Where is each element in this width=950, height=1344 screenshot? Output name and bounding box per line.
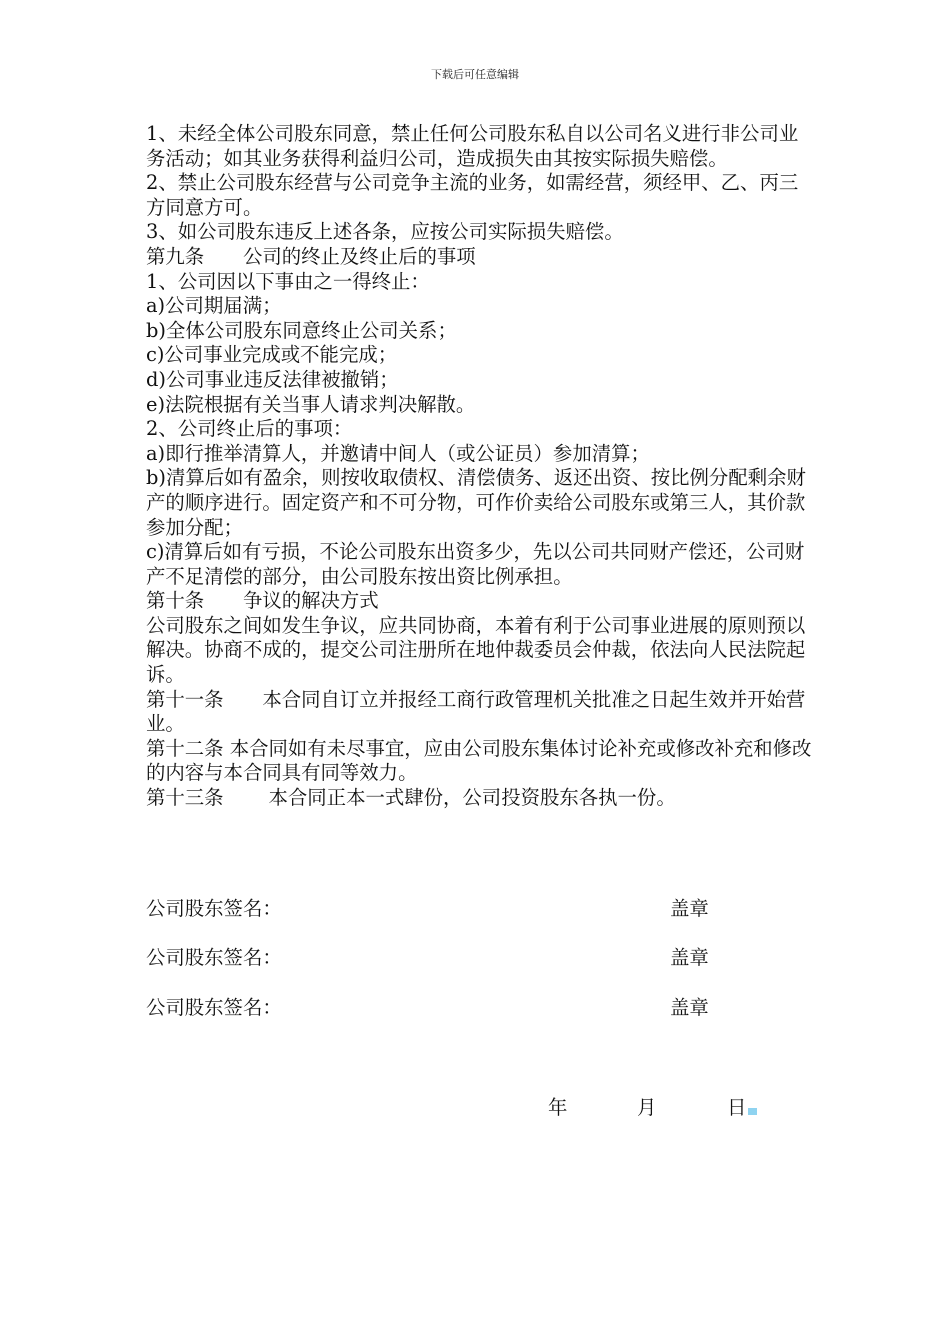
clause-paragraph: 1、未经全体公司股东同意，禁止任何公司股东私自以公司名义进行非公司业务活动；如其业务获得利益归公司，造成损失由其按实际损失赔偿。 — [146, 122, 799, 170]
list-item: b)清算后如有盈余，则按收取债权、清偿债务、返还出资、按比例分配剩余财产的顺序进行。固定资产和不可分物，可作价卖给公司股东或第三人，其价款参加分配； — [146, 466, 806, 539]
signature-label: 公司股东签名： — [146, 897, 282, 920]
stamp-label: 盖章 — [670, 946, 709, 969]
signature-line — [146, 996, 766, 1020]
clause-paragraph: 公司股东之间如发生争议，应共同协商，本着有利于公司事业进展的原则预以解决。协商不成的，提交公司注册所在地仲裁委员会仲裁，依法向人民法院起诉。 — [146, 613, 806, 687]
article-paragraph: 第十二条 本合同如有未尽事宜，应由公司股东集体讨论补充或修改补充和修改的内容与本合同具有同等效力。 — [146, 736, 812, 785]
article-paragraph: 第十一条 本合同自订立并报经工商行政管理机关批准之日起生效并开始营业。 — [146, 687, 806, 736]
date-day: 日 — [727, 1096, 747, 1119]
page-header: 下载后可任意编辑 — [431, 68, 519, 81]
date-month: 月 — [637, 1096, 657, 1119]
list-item: c)清算后如有亏损，不论公司股东出资多少，先以公司共同财产偿还，公司财产不足清偿的部分，由公司股东按出资比例承担。 — [146, 540, 805, 588]
article-heading: 第十条 争议的解决方式 — [146, 589, 379, 613]
clause-paragraph: 3、如公司股东违反上述各条，应按公司实际损失赔偿。 — [146, 220, 624, 244]
list-item: a)即行推举清算人，并邀请中间人（或公证员）参加清算； — [146, 441, 650, 465]
list-item: a)公司期届满； — [146, 294, 282, 318]
clause-paragraph: 1、公司因以下事由之一得终止： — [146, 269, 430, 293]
signature-line — [146, 946, 766, 970]
article-paragraph: 第十三条 本合同正本一式肆份，公司投资股东各执一份。 — [146, 786, 676, 810]
stamp-label: 盖章 — [670, 897, 709, 920]
signature-line — [146, 897, 766, 921]
date-year: 年 — [548, 1096, 568, 1119]
signature-label: 公司股东签名： — [146, 996, 282, 1019]
contract-body — [146, 122, 816, 811]
clause-paragraph: 2、公司终止后的事项： — [146, 417, 353, 441]
list-item: d)公司事业违反法律被撤销； — [146, 367, 399, 391]
stamp-label: 盖章 — [670, 996, 709, 1019]
clause-paragraph: 2、禁止公司股东经营与公司竞争主流的业务，如需经营，须经甲、乙、丙三方同意方可。 — [146, 171, 799, 219]
article-heading: 第九条 公司的终止及终止后的事项 — [146, 244, 476, 268]
text-cursor-marker — [748, 1108, 757, 1115]
list-item: e)法院根据有关当事人请求判决解散。 — [146, 392, 476, 416]
signature-label: 公司股东签名： — [146, 946, 282, 969]
list-item: c)公司事业完成或不能完成； — [146, 343, 398, 367]
list-item: b)全体公司股东同意终止公司关系； — [146, 318, 457, 342]
